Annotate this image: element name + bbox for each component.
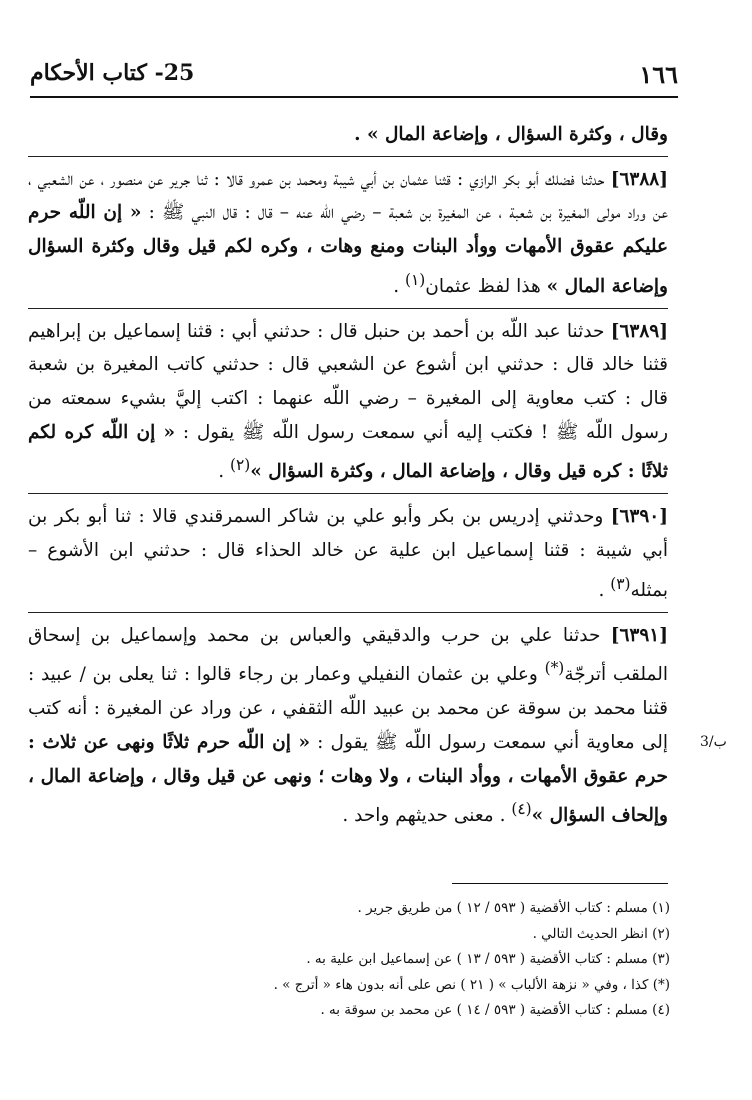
hadith-isnad-cont: وعلي بن عثمان النفيلي وعمار بن رجاء قالوا : ثنا يعلى بن / عبيد : قثنا محمد بن سوقة عن محمد بن عبيد اللّه الثقفي ، عن وراد عن المغيرة : أنه كتب إلى معاوية أني سمعت رسول اللّه ﷺ يقول :	[28, 664, 668, 753]
hadith-matn: « إن اللّه حرم عليكم عقوق الأمهات ووأد البنات ومنع وهات ، وكره لكم قيل وقال وكثرة السؤال وإضاعة المال »	[28, 202, 668, 297]
footnotes	[150, 896, 670, 1024]
hadith-matn: « إن اللّه كره لكم ثلاثًا : كره قيل وقال ، وإضاعة المال ، وكثرة السؤال »	[28, 421, 668, 483]
hadith-number: [٦٣٨٩]	[610, 320, 668, 342]
page-header	[30, 58, 678, 92]
footnote-item: (٤) مسلم : كتاب الأقضية ( ٥٩٣ / ١٤ ) عن محمد بن سوقة به .	[320, 1002, 670, 1018]
hadith-6389: [٦٣٨٩] حدثنا عبد اللّه بن أحمد بن حنبل قال : حدثني أبي : قثنا إسماعيل بن إبراهيم قثنا خالد قال : حدثني ابن أشوع عن الشعبي قال : حدثني كاتب المغيرة بن شعبة قال : كتب معاوية إلى المغيرة – رضي اللّه عنهما : اكتب إليَّ بشيء سمعته من رسول اللّه ﷺ ! فكتب إليه أني سمعت رسول اللّه ﷺ يقول : « إن اللّه كره لكم ثلاثًا : كره قيل وقال ، وإضاعة المال ، وكثرة السؤال »$^{(٢)}$ .	[28, 308, 668, 490]
hadith-number: [٦٣٩٠]	[610, 506, 668, 528]
footnote-item: (١) مسلم : كتاب الأقضية ( ٥٩٣ / ١٢ ) من طريق جرير .	[357, 900, 670, 916]
hadith-isnad: حدثنا عبد اللّه بن أحمد بن حنبل قال : حدثني أبي : قثنا إسماعيل بن إبراهيم قثنا خالد قال : حدثني ابن أشوع عن الشعبي قال : حدثني كاتب المغيرة بن شعبة قال : كتب معاوية إلى المغيرة – رضي اللّه عنهما : اكتب إليَّ بشيء سمعته من رسول اللّه ﷺ ! فكتب إليه أني سمعت رسول اللّه ﷺ يقول :	[28, 320, 668, 443]
header-rule	[30, 96, 678, 98]
running-title: 25- كتاب الأحكام	[30, 60, 195, 86]
footnote-ref: (١)	[404, 270, 426, 289]
footnote-rule	[452, 883, 668, 884]
page-number: ١٦٦	[639, 60, 678, 89]
footnote-item: (*) كذا ، وفي « نزهة الألباب » ( ٢١ ) نص على أنه بدون هاء « أترج » .	[273, 976, 670, 993]
footnote-ref: (٣)	[610, 574, 631, 593]
hadith-isnad: حدثنا علي بن حرب والدقيقي والعباس بن محمد وإسماعيل بن إسحاق الملقب أترجّة	[28, 624, 669, 686]
intro-line: وقال ، وكثرة السؤال ، وإضاعة المال » .	[354, 124, 668, 145]
hadith-note: . معنى حديثهم واحد .	[342, 805, 506, 827]
hadith-note: هذا لفظ عثمان	[425, 275, 541, 297]
footnote-ref: (*)	[544, 659, 565, 678]
hadith-6388: [٦٣٨٨] حدثنا فضلك أبو بكر الرازي : قثنا عثمان بن أبي شيبة ومحمد بن عمرو قالا : ثنا جرير عن منصور ، عن الشعبي ، عن وراد مولى المغيرة بن شعبة ، عن المغيرة بن شعبة – رضي اللّه عنه – قال : قال النبي ﷺ : « إن اللّه حرم عليكم عقوق الأمهات ووأد البنات ومنع وهات ، وكره لكم قيل وقال وكثرة السؤال وإضاعة المال » هذا لفظ عثمان$^{(١)}$ .	[28, 156, 668, 304]
footnote-item: (٣) مسلم : كتاب الأقضية ( ٥٩٣ / ١٣ ) عن إسماعيل ابن علية به .	[306, 951, 670, 967]
manuscript-folio-marker: 3/ب	[700, 734, 727, 750]
hadith-number: [٦٣٩١]	[610, 624, 668, 646]
hadith-matn: « إن اللّه حرم ثلاثًا ونهى عن ثلاث : حرم عقوق الأمهات ، ووأد البنات ، ولا وهات ؛ ونهى عن قيل وقال ، وإضاعة المال ، وإلحاف السؤال »	[28, 731, 668, 827]
hadith-6390: [٦٣٩٠] وحدثني إدريس بن بكر وأبو علي بن شاكر السمرقندي قالا : ثنا أبو بكر بن أبي شيبة : قثنا إسماعيل ابن علية عن خالد الحذاء قال : حدثني ابن الأشوع – بمثله$^{(٣)}$ .	[28, 493, 668, 607]
footnote-item: (٢) انظر الحديث التالي .	[532, 925, 670, 942]
footnote-ref: (٤)	[511, 800, 532, 819]
hadith-number: [٦٣٨٨]	[610, 168, 668, 190]
hadith-isnad: وحدثني إدريس بن بكر وأبو علي بن شاكر السمرقندي قالا : ثنا أبو بكر بن أبي شيبة : قثنا إسماعيل ابن علية عن خالد الحذاء قال : حدثني ابن الأشوع – بمثله	[28, 506, 668, 601]
footnote-ref: (٢)	[229, 456, 251, 475]
hadith-isnad: حدثنا فضلك أبو بكر الرازي : قثنا عثمان بن أبي شيبة ومحمد بن عمرو قالا : ثنا جرير عن منصور ، عن الشعبي ، عن وراد مولى المغيرة بن شعبة ، عن المغيرة بن شعبة – رضي اللّه عنه – قال : قال النبي ﷺ :	[28, 168, 668, 224]
main-text	[28, 118, 668, 833]
hadith-6391	[28, 612, 668, 834]
